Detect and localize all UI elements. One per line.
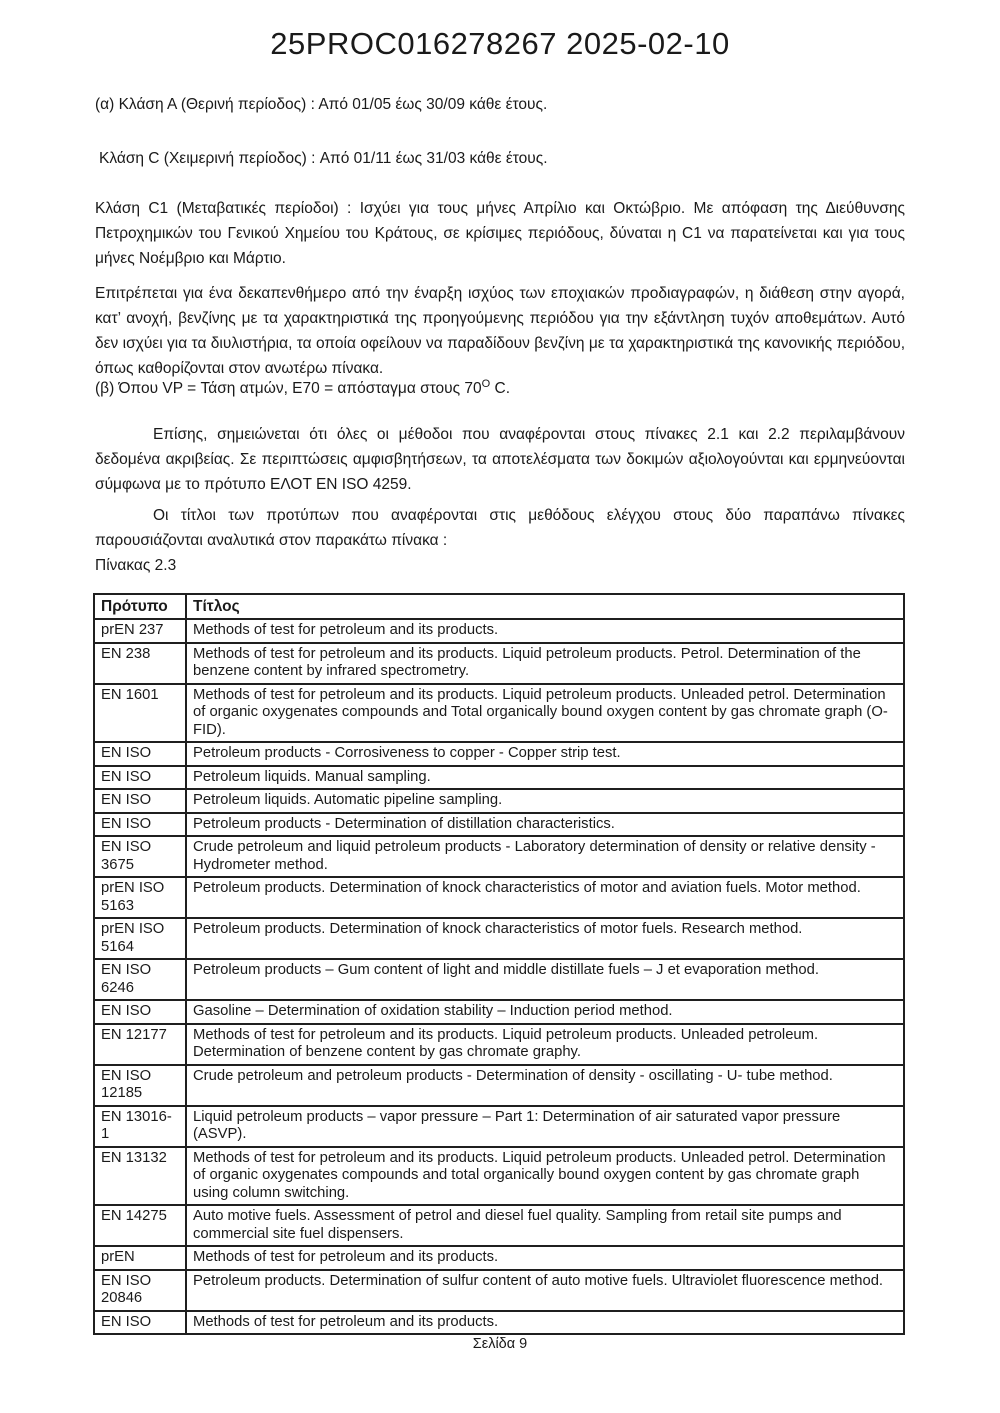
table-row [94, 836, 904, 877]
standard-code-cell: EN 13016-1 [94, 1106, 186, 1147]
note-beta-unit: C. [490, 380, 511, 397]
standard-code-cell: prEN ISO 5164 [94, 918, 186, 959]
table-row [94, 766, 904, 790]
standard-code-cell: EN ISO [94, 789, 186, 813]
standard-code-cell: EN 14275 [94, 1205, 186, 1246]
standard-code-cell: EN ISO 6246 [94, 959, 186, 1000]
standard-title-cell: Methods of test for petroleum and its products. Liquid petroleum products. Unleaded petrol. Determination of organic oxygenates compounds and Total organically bound oxygen content by gas chromate graph (O-FID). [186, 684, 904, 743]
standard-code-cell: prEN ISO 5163 [94, 877, 186, 918]
standard-code-cell: EN 238 [94, 643, 186, 684]
standard-code-cell: EN ISO 3675 [94, 836, 186, 877]
table-row [94, 877, 904, 918]
standard-code-cell: EN ISO 20846 [94, 1270, 186, 1311]
standard-code-cell: EN ISO [94, 1311, 186, 1335]
table-row [94, 959, 904, 1000]
standard-title-cell: Auto motive fuels. Assessment of petrol and diesel fuel quality. Sampling from retail site pumps and commercial site fuel dispensers. [186, 1205, 904, 1246]
standard-title-cell: Petroleum products - Determination of distillation characteristics. [186, 813, 904, 837]
document-title: 25PROC016278267 2025-02-10 [270, 26, 730, 61]
table-row [94, 789, 904, 813]
paragraph-transition-allowance: Επιτρέπεται για ένα δεκαπενθήμερο από την έναρξη ισχύος των εποχιακών προδιαγραφών, η διάθεση στην αγορά, κατ’ ανοχή, βενζίνης με τα χαρακτηριστικά της προηγούμενης περιόδου για την εξάντληση τυχόν αποθεμάτων. Αυτό δεν ισχύει για τα διυλιστήρια, τα οποία οφείλουν να παραδίδουν βενζίνη με τα χαρακτηριστικά της κανονικής περιόδου, όπως καθορίζονται στον ανωτέρω πίνακα. [95, 285, 905, 377]
table-row [94, 1246, 904, 1270]
page-number: Σελίδα 9 [472, 1336, 528, 1352]
paragraph-class-c1: Κλάση C1 (Μεταβατικές περίοδοι) : Ισχύει για τους μήνες Απρίλιο και Οκτώβριο. Με απόφαση της Διεύθυνσης Πετροχημικών του Γενικού Χημείου του Κράτους, σε κρίσιμες περιόδους, δύναται η C1 να παρατείνεται και για τους μήνες Νοέμβριο και Μάρτιο. [95, 200, 905, 267]
table-row [94, 1311, 904, 1335]
table-row [94, 1000, 904, 1024]
standard-title-cell: Liquid petroleum products – vapor pressure – Part 1: Determination of air saturated vapor pressure (ASVP). [186, 1106, 904, 1147]
standard-title-cell: Petroleum products. Determination of sulfur content of auto motive fuels. Ultraviolet fluorescence method. [186, 1270, 904, 1311]
paragraph-class-a: (α) Κλάση Α (Θερινή περίοδος) : Από 01/05 έως 30/09 κάθε έτους. [95, 96, 548, 113]
standard-code-cell: EN ISO [94, 813, 186, 837]
column-header-title: Τίτλος [186, 594, 904, 619]
standard-title-cell: Methods of test for petroleum and its products. [186, 619, 904, 643]
standard-title-cell: Petroleum products. Determination of knock characteristics of motor fuels. Research method. [186, 918, 904, 959]
standard-code-cell: EN ISO [94, 1000, 186, 1024]
table-header-row [94, 594, 904, 619]
table-row [94, 742, 904, 766]
standard-code-cell: prEN 237 [94, 619, 186, 643]
standard-code-cell: EN ISO [94, 742, 186, 766]
paragraph-class-c: Κλάση C (Χειμερινή περίοδος) : Από 01/11 έως 31/03 κάθε έτους. [99, 150, 548, 167]
standard-code-cell: EN 12177 [94, 1024, 186, 1065]
standard-title-cell: Petroleum liquids. Manual sampling. [186, 766, 904, 790]
standard-title-cell: Methods of test for petroleum and its products. Liquid petroleum products. Unleaded petrol. Determination of organic oxygenates compounds and total organically bound oxygen content by gas chromate graph using column switching. [186, 1147, 904, 1206]
degree-superscript: O [481, 377, 491, 390]
standard-code-cell: EN ISO [94, 766, 186, 790]
standard-code-cell: EN ISO 12185 [94, 1065, 186, 1106]
table-row [94, 1065, 904, 1106]
standard-title-cell: Methods of test for petroleum and its products. [186, 1311, 904, 1335]
table-row [94, 684, 904, 743]
standard-title-cell: Gasoline – Determination of oxidation stability – Induction period method. [186, 1000, 904, 1024]
standard-title-cell: Crude petroleum and liquid petroleum products - Laboratory determination of density or relative density - Hydrometer method. [186, 836, 904, 877]
table-row [94, 1147, 904, 1206]
standard-code-cell: EN 1601 [94, 684, 186, 743]
table-row [94, 619, 904, 643]
standard-title-cell: Petroleum products - Corrosiveness to copper - Copper strip test. [186, 742, 904, 766]
table-row [94, 643, 904, 684]
standard-title-cell: Petroleum products – Gum content of light and middle distillate fuels – J et evaporation method. [186, 959, 904, 1000]
standard-title-cell: Methods of test for petroleum and its products. [186, 1246, 904, 1270]
standard-title-cell: Methods of test for petroleum and its products. Liquid petroleum products. Unleaded petroleum. Determination of benzene content by gas chromate graphy. [186, 1024, 904, 1065]
paragraph-accuracy-note: Επίσης, σημειώνεται ότι όλες οι μέθοδοι που αναφέρονται στους πίνακες 2.1 και 2.2 περιλαμβάνουν δεδομένα ακριβείας. Σε περιπτώσεις αμφισβητήσεων, τα αποτελέσματα των δοκιμών αξιολογούνται και ερμηνεύονται σύμφωνα με το πρότυπο ΕΛΟΤ EN ISO 4259. [95, 426, 905, 493]
standard-code-cell: EN 13132 [94, 1147, 186, 1206]
table-row [94, 813, 904, 837]
standards-table [93, 593, 905, 1335]
column-header-standard: Πρότυπο [94, 594, 186, 619]
table-row [94, 1270, 904, 1311]
paragraph-standards-intro: Οι τίτλοι των προτύπων που αναφέρονται στις μεθόδους ελέγχου στους δύο παραπάνω πίνακες παρουσιάζονται αναλυτικά στον παρακάτω πίνακα : [95, 507, 905, 549]
standard-title-cell: Petroleum liquids. Automatic pipeline sampling. [186, 789, 904, 813]
standard-code-cell: prEN [94, 1246, 186, 1270]
standard-title-cell: Methods of test for petroleum and its products. Liquid petroleum products. Petrol. Determination of the benzene content by infrared spectrometry. [186, 643, 904, 684]
table-row [94, 1106, 904, 1147]
table-row [94, 1024, 904, 1065]
table-row [94, 1205, 904, 1246]
standard-title-cell: Crude petroleum and petroleum products - Determination of density - oscillating - U- tube method. [186, 1065, 904, 1106]
paragraph-note-beta [95, 376, 905, 401]
standard-title-cell: Petroleum products. Determination of knock characteristics of motor and aviation fuels. Motor method. [186, 877, 904, 918]
table-caption: Πίνακας 2.3 [95, 557, 177, 574]
table-row [94, 918, 904, 959]
note-beta-text: (β) Όπου VP = Τάση ατμών, E70 = απόσταγμα στους 70 [95, 380, 482, 397]
